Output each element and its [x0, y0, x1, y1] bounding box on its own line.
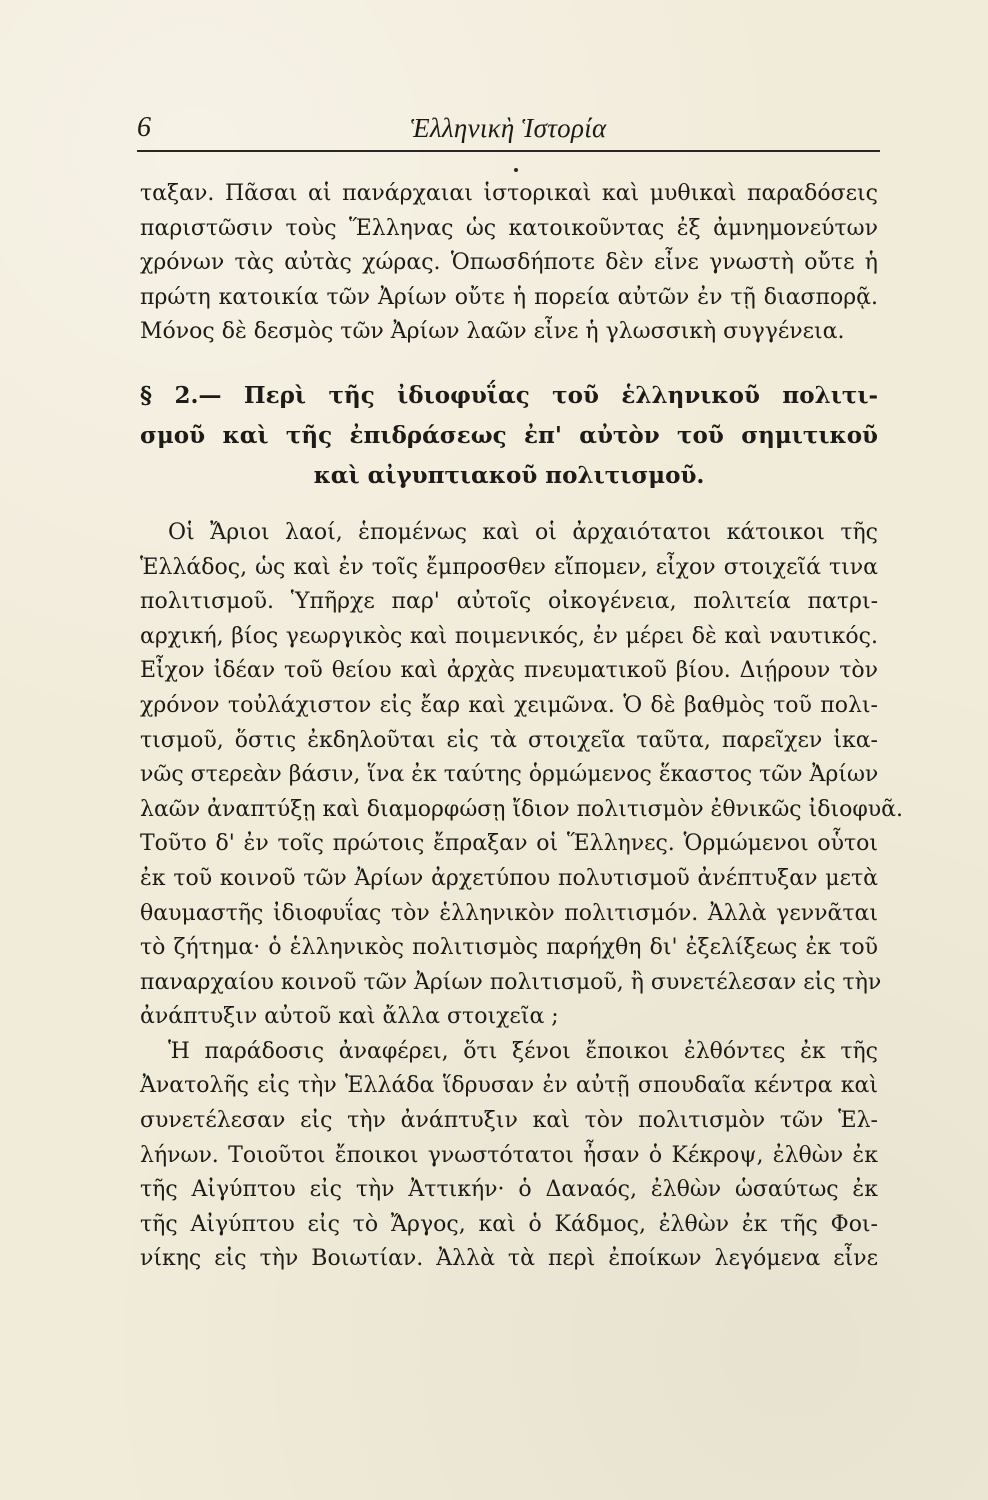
- text-line: ἐκ τοῦ κοινοῦ τῶν Ἀρίων ἀρχετύπου πολυτισμοῦ ἀνέπτυξαν μετὰ: [140, 865, 878, 891]
- text-line: νῶς στερεὰν βάσιν, ἵνα ἐκ ταύτης ὁρμώμενος ἕκαστος τῶν Ἀρίων: [140, 762, 879, 788]
- text-line: Ἀνατολῆς εἰς τὴν Ἑλλάδα ἵδρυσαν ἐν αὐτῇ σπουδαῖα κέντρα καὶ: [140, 1073, 878, 1099]
- text-line: παναρχαίου κοινοῦ τῶν Ἀρίων πολιτισμοῦ, ἢ συνετέλεσαν εἰς τὴν: [140, 969, 882, 995]
- text-line: νίκης εἰς τὴν Βοιωτίαν. Ἀλλὰ τὰ περὶ ἐποίκων λεγόμενα εἶνε: [140, 1246, 878, 1272]
- text-line: λήνων. Τοιοῦτοι ἔποικοι γνωστότατοι ἦσαν ὁ Κέκροψ, ἐλθὼν ἐκ: [140, 1142, 878, 1168]
- text-line: θαυμαστῆς ἰδιοφυΐας τὸν ἑλληνικὸν πολιτισμόν. Ἀλλὰ γεννᾶται: [140, 900, 878, 926]
- section-heading-line: § 2.— Περὶ τῆς ἰδιοφυΐας τοῦ ἑλληνικοῦ πολιτι-: [140, 381, 878, 409]
- text-line: χρόνων τὰς αὐτὰς χώρας. Ὁπωσδήποτε δὲν εἶνε γνωστὴ οὔτε ἡ: [140, 250, 878, 276]
- paragraph-1: [140, 516, 903, 1035]
- text-line: Εἶχον ἰδέαν τοῦ θείου καὶ ἀρχὰς πνευματικοῦ βίου. Διῄρουν τὸν: [140, 658, 878, 684]
- section-heading: [140, 376, 878, 496]
- text-line: τισμοῦ, ὅστις ἐκδηλοῦται εἰς τὰ στοιχεῖα ταῦτα, παρεῖχεν ἱκα-: [140, 727, 878, 753]
- section-heading-line: καὶ αἰγυπτιακοῦ πολιτισμοῦ.: [313, 461, 705, 489]
- header-dot-ornament: [514, 168, 518, 172]
- section-heading-line: σμοῦ καὶ τῆς ἐπιδράσεως ἐπ' αὐτὸν τοῦ σημιτικοῦ: [140, 421, 878, 449]
- intro-paragraph: [140, 177, 878, 350]
- text-line: Οἱ Ἄριοι λαοί, ἑπομένως καὶ οἱ ἀρχαιότατοι κάτοικοι τῆς: [168, 519, 878, 545]
- text-line: Ἡ παράδοσις ἀναφέρει, ὅτι ξένοι ἔποικοι ἐλθόντες ἐκ τῆς: [168, 1038, 878, 1064]
- body-text: [140, 177, 903, 1277]
- text-line: τῆς Αἰγύπτου εἰς τὸ Ἄργος, καὶ ὁ Κάδμος, ἐλθὼν ἐκ τῆς Φοι-: [140, 1211, 878, 1237]
- text-line: τὸ ζήτημα· ὁ ἑλληνικὸς πολιτισμὸς παρήχθη δι' ἐξελίξεως ἐκ τοῦ: [140, 935, 878, 961]
- header-rule: [137, 150, 880, 152]
- text-line: πολιτισμοῦ. Ὑπῆρχε παρ' αὐτοῖς οἰκογένεια, πολιτεία πατρι-: [140, 589, 878, 615]
- page-header: [137, 112, 880, 148]
- text-line: αρχική, βίος γεωργικὸς καὶ ποιμενικός, ἐν μέρει δὲ καὶ ναυτικός.: [140, 623, 878, 649]
- page-number: 6: [137, 112, 151, 143]
- text-line: συνετέλεσαν εἰς τὴν ἀνάπτυξιν καὶ τὸν πολιτισμὸν τῶν Ἑλ-: [140, 1108, 878, 1134]
- text-line: Τοῦτο δ' ἐν τοῖς πρώτοις ἔπραξαν οἱ Ἕλληνες. Ὁρμώμενοι οὗτοι: [140, 831, 878, 857]
- running-title: Ἑλληνικὴ Ἱστορία: [410, 113, 607, 143]
- text-line: λαῶν ἀναπτύξῃ καὶ διαμορφώσῃ ἴδιον πολιτισμὸν ἐθνικῶς ἰδιοφυᾶ.: [140, 796, 903, 822]
- text-line: παριστῶσιν τοὺς Ἕλληνας ὡς κατοικοῦντας ἐξ ἀμνημονεύτων: [140, 215, 878, 241]
- paragraph-2: [140, 1035, 878, 1277]
- text-line: πρώτη κατοικία τῶν Ἀρίων οὔτε ἡ πορεία αὐτῶν ἐν τῇ διασπορᾷ.: [140, 284, 878, 310]
- text-line: Μόνος δὲ δεσμὸς τῶν Ἀρίων λαῶν εἶνε ἡ γλωσσικὴ συγγένεια.: [140, 319, 845, 345]
- text-line: χρόνον τοὐλάχιστον εἰς ἔαρ καὶ χειμῶνα. Ὁ δὲ βαθμὸς τοῦ πολι-: [140, 692, 878, 718]
- text-line: ταξαν. Πᾶσαι αἱ πανάρχαιαι ἱστορικαὶ καὶ μυθικαὶ παραδόσεις: [140, 181, 878, 206]
- text-line: ἀνάπτυξιν αὐτοῦ καὶ ἄλλα στοιχεῖα ;: [140, 1004, 559, 1030]
- text-line: τῆς Αἰγύπτου εἰς τὴν Ἀττικήν· ὁ Δαναός, ἐλθὼν ὡσαύτως ἐκ: [140, 1177, 878, 1203]
- text-line: Ἑλλάδος, ὡς καὶ ἐν τοῖς ἔμπροσθεν εἴπομεν, εἶχον στοιχεῖά τινα: [140, 554, 878, 580]
